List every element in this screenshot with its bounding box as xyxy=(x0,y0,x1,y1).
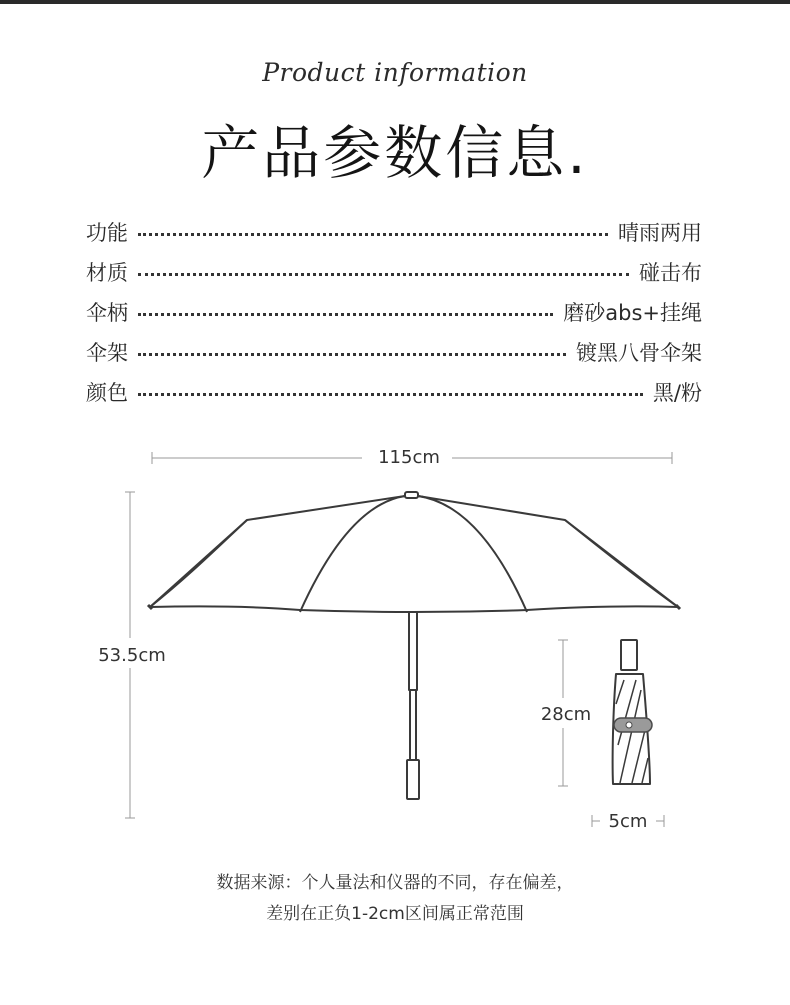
spec-row-function xyxy=(86,212,702,252)
tolerance-note: 差别在正负1-2cm区间属正常范围 xyxy=(266,904,524,924)
spec-value: 碰击布 xyxy=(639,261,702,285)
spec-value: 黑/粉 xyxy=(652,381,702,405)
script-title: Product information xyxy=(262,58,528,87)
data-source-note: 数据来源：个人量法和仪器的不同，存在偏差， xyxy=(216,873,574,893)
page-title: 产品参数信息. xyxy=(201,119,589,187)
width-label: 115cm xyxy=(378,447,440,468)
open-umbrella-illustration xyxy=(148,492,680,799)
spec-value: 晴雨两用 xyxy=(618,221,702,245)
folded-umbrella-illustration xyxy=(613,640,652,784)
dotted-leader xyxy=(138,233,608,236)
spec-row-material xyxy=(86,252,702,292)
spec-label: 材质 xyxy=(86,261,128,285)
spec-label: 功能 xyxy=(86,221,128,245)
spec-label: 伞架 xyxy=(86,341,128,365)
dotted-leader xyxy=(138,313,553,316)
folded-diameter-label: 5cm xyxy=(608,811,648,832)
dotted-leader xyxy=(138,393,643,396)
spec-value: 镀黑八骨伞架 xyxy=(576,341,702,365)
spec-value: 磨砂abs+挂绳 xyxy=(563,301,702,325)
dotted-leader xyxy=(138,353,566,356)
spec-list xyxy=(86,212,702,412)
dotted-leader xyxy=(138,273,629,276)
spec-row-color xyxy=(86,372,702,412)
spec-row-frame xyxy=(86,332,702,372)
spec-row-handle xyxy=(86,292,702,332)
height-label: 53.5cm xyxy=(98,645,166,666)
top-border xyxy=(0,0,790,4)
spec-label: 颜色 xyxy=(86,381,128,405)
umbrella-dimension-diagram xyxy=(0,420,790,860)
folded-length-label: 28cm xyxy=(540,704,592,725)
spec-label: 伞柄 xyxy=(86,301,128,325)
